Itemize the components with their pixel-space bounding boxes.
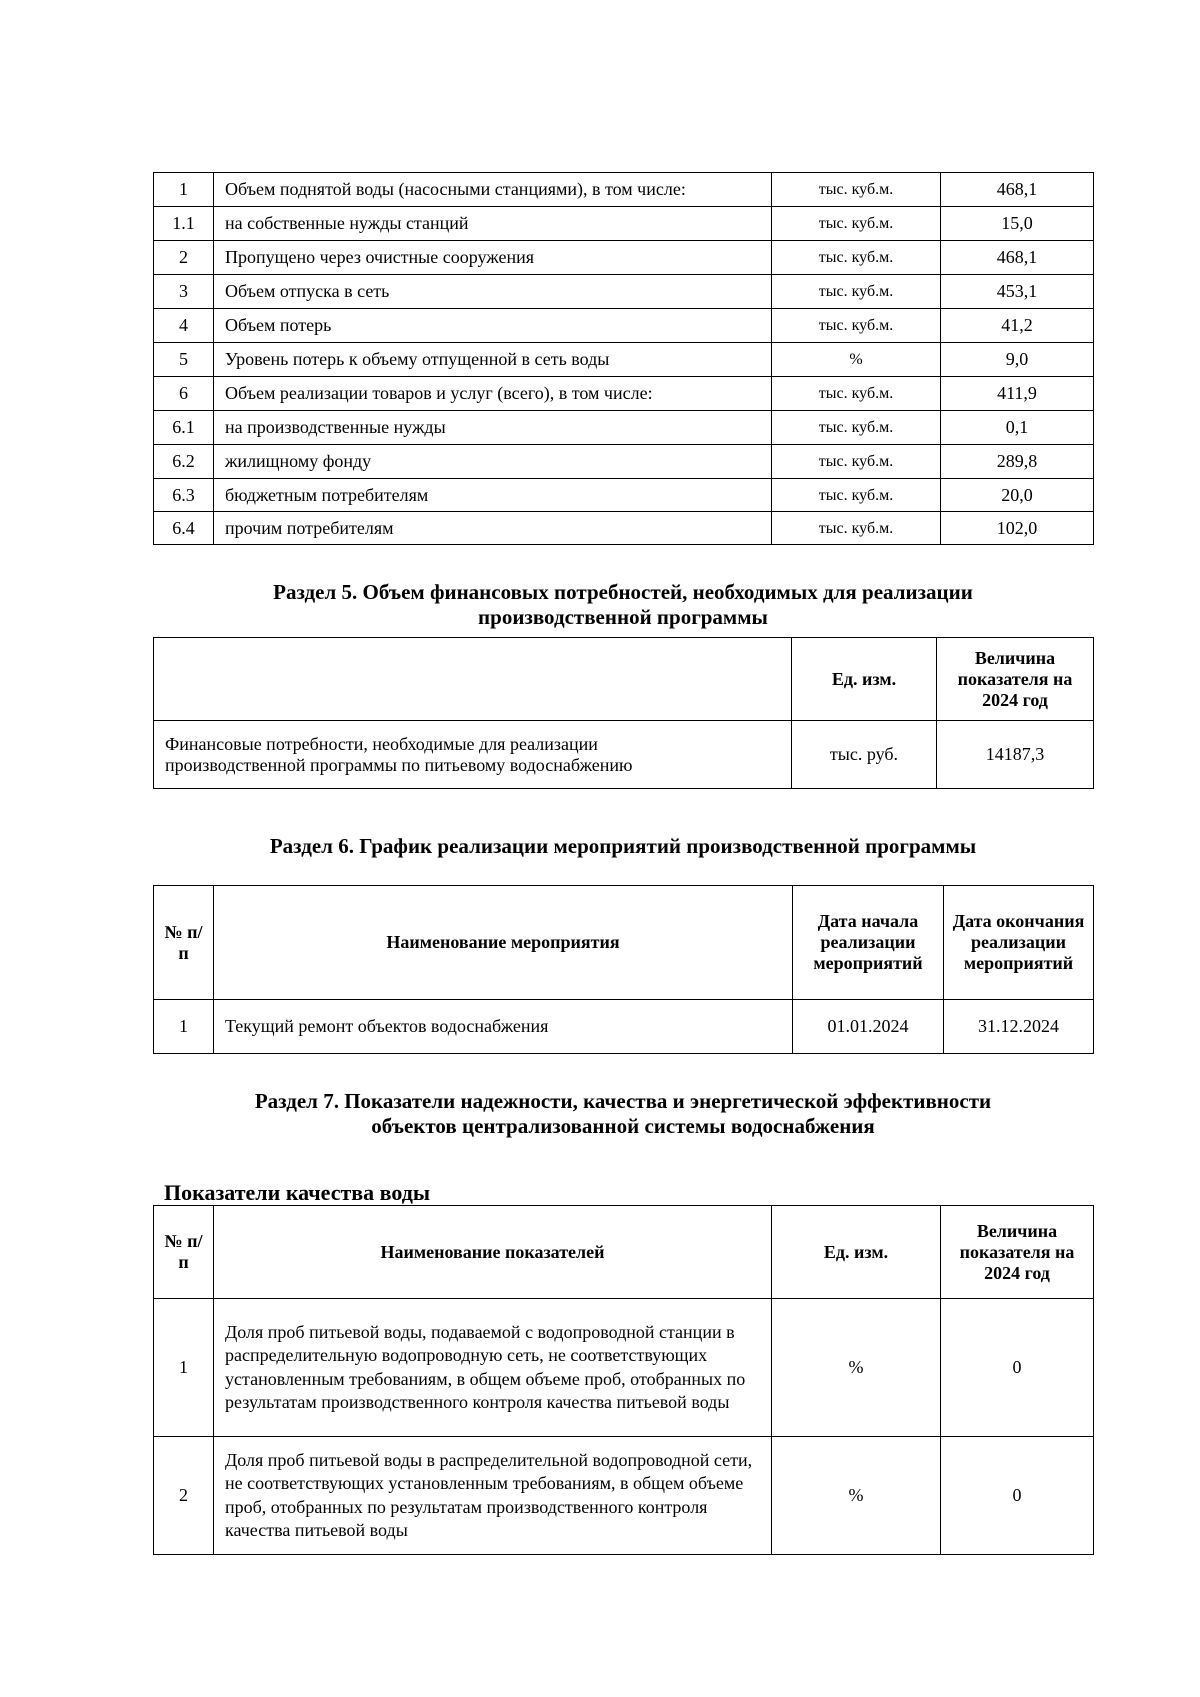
- row-number: 5: [154, 343, 214, 377]
- section5-title-line1: Раздел 5. Объем финансовых потребностей, необходимых для реализации: [273, 580, 973, 604]
- row-unit: %: [772, 1437, 941, 1555]
- row-unit: %: [772, 343, 941, 377]
- row-name: [154, 721, 792, 789]
- row-unit: тыс. куб.м.: [772, 275, 941, 309]
- empty-header-cell: [154, 638, 792, 721]
- table-row: [154, 207, 1094, 241]
- row-value: 453,1: [941, 275, 1094, 309]
- header-unit: Ед. изм.: [772, 1206, 941, 1299]
- section7-heading: [153, 1089, 1093, 1139]
- row-name: жилищному фонду: [214, 445, 772, 479]
- table-row: [154, 721, 1094, 789]
- row-name: Уровень потерь к объему отпущенной в сеть воды: [214, 343, 772, 377]
- row-unit: тыс. куб.м.: [772, 309, 941, 343]
- row-value: 14187,3: [937, 721, 1094, 789]
- row-name: прочим потребителям: [214, 512, 772, 545]
- table-row: [154, 377, 1094, 411]
- row-unit: тыс. куб.м.: [772, 411, 941, 445]
- row-number: 6: [154, 377, 214, 411]
- header-value: Величина показателя на 2024 год: [941, 1206, 1094, 1299]
- header-unit: Ед. изм.: [792, 638, 937, 721]
- row-unit: тыс. куб.м.: [772, 479, 941, 512]
- row-name: Пропущено через очистные сооружения: [214, 241, 772, 275]
- table-row: [154, 411, 1094, 445]
- row-number: 2: [154, 241, 214, 275]
- row-number: 6.1: [154, 411, 214, 445]
- row-number: 1.1: [154, 207, 214, 241]
- row-value: 20,0: [941, 479, 1094, 512]
- section6-title: Раздел 6. График реализации мероприятий производственной программы: [269, 834, 977, 858]
- table-row: [154, 241, 1094, 275]
- row-value: 0,1: [941, 411, 1094, 445]
- row-unit: тыс. куб.м.: [772, 173, 941, 207]
- row-name: Объем поднятой воды (насосными станциями), в том числе:: [214, 173, 772, 207]
- row-name: на производственные нужды: [214, 411, 772, 445]
- water-volume-table: [153, 172, 1094, 545]
- table-row: [154, 309, 1094, 343]
- row-name: бюджетным потребителям: [214, 479, 772, 512]
- table-row: [154, 1437, 1094, 1555]
- header-number: № п/п: [154, 1206, 214, 1299]
- table-header-row: [154, 886, 1094, 1000]
- row-value: 9,0: [941, 343, 1094, 377]
- row-name: Текущий ремонт объектов водоснабжения: [214, 1000, 793, 1054]
- table-row: [154, 512, 1094, 545]
- header-start-date: Дата начала реализации мероприятий: [793, 886, 944, 1000]
- row-unit: тыс. руб.: [792, 721, 937, 789]
- row-number: 6.3: [154, 479, 214, 512]
- row-name: на собственные нужды станций: [214, 207, 772, 241]
- table-row: [154, 1299, 1094, 1437]
- row-value: 289,8: [941, 445, 1094, 479]
- section6-heading: [153, 834, 1093, 859]
- financial-needs-table: [153, 637, 1094, 789]
- row-number: 3: [154, 275, 214, 309]
- row-number: 6.4: [154, 512, 214, 545]
- table-row: [154, 343, 1094, 377]
- row-value: 411,9: [941, 377, 1094, 411]
- row-value: 102,0: [941, 512, 1094, 545]
- table-row: [154, 479, 1094, 512]
- row-name-line2: производственной программы по питьевому водоснабжению: [165, 754, 633, 775]
- row-number: 6.2: [154, 445, 214, 479]
- table-row: [154, 275, 1094, 309]
- row-number: 2: [154, 1437, 214, 1555]
- row-unit: тыс. куб.м.: [772, 445, 941, 479]
- schedule-table: [153, 885, 1094, 1054]
- row-value: 15,0: [941, 207, 1094, 241]
- section5-title-line2: производственной программы: [478, 605, 768, 629]
- section7-title-line2: объектов централизованной системы водоснабжения: [371, 1114, 875, 1138]
- row-name-line1: Финансовые потребности, необходимые для реализации: [165, 733, 598, 754]
- row-name: Доля проб питьевой воды, подаваемой с водопроводной станции в распределительную водопроводную сеть, не соответствующих установленным требованиям, в общем объеме проб, отобранных по результатам производственного контроля качества питьевой воды: [214, 1299, 772, 1437]
- row-name: Объем потерь: [214, 309, 772, 343]
- row-value: 0: [941, 1299, 1094, 1437]
- row-name: Объем реализации товаров и услуг (всего), в том числе:: [214, 377, 772, 411]
- table-row: [154, 445, 1094, 479]
- water-quality-table: [153, 1205, 1094, 1555]
- header-value: Величина показателя на 2024 год: [937, 638, 1094, 721]
- row-number: 1: [154, 1000, 214, 1054]
- table-row: [154, 1000, 1094, 1054]
- row-unit: тыс. куб.м.: [772, 377, 941, 411]
- row-value: 0: [941, 1437, 1094, 1555]
- row-value: 468,1: [941, 173, 1094, 207]
- row-name: Объем отпуска в сеть: [214, 275, 772, 309]
- row-value: 468,1: [941, 241, 1094, 275]
- section7-title-line1: Раздел 7. Показатели надежности, качества и энергетической эффективности: [254, 1089, 992, 1113]
- row-end-date: 31.12.2024: [944, 1000, 1094, 1054]
- row-unit: тыс. куб.м.: [772, 241, 941, 275]
- header-number: № п/п: [154, 886, 214, 1000]
- row-unit: %: [772, 1299, 941, 1437]
- header-name: Наименование показателей: [214, 1206, 772, 1299]
- row-value: 41,2: [941, 309, 1094, 343]
- section5-heading: [153, 580, 1093, 630]
- section7-subtitle: Показатели качества воды: [164, 1180, 431, 1205]
- row-number: 4: [154, 309, 214, 343]
- table-header-row: [154, 1206, 1094, 1299]
- row-start-date: 01.01.2024: [793, 1000, 944, 1054]
- table-header-row: [154, 638, 1094, 721]
- row-unit: тыс. куб.м.: [772, 207, 941, 241]
- header-name: Наименование мероприятия: [214, 886, 793, 1000]
- row-name: Доля проб питьевой воды в распределительной водопроводной сети, не соответствующих установленным требованиям, в общем объеме проб, отобранных по результатам производственного контроля качества питьевой воды: [214, 1437, 772, 1555]
- row-number: 1: [154, 173, 214, 207]
- row-number: 1: [154, 1299, 214, 1437]
- header-end-date: Дата окончания реализации мероприятий: [944, 886, 1094, 1000]
- row-unit: тыс. куб.м.: [772, 512, 941, 545]
- table-row: [154, 173, 1094, 207]
